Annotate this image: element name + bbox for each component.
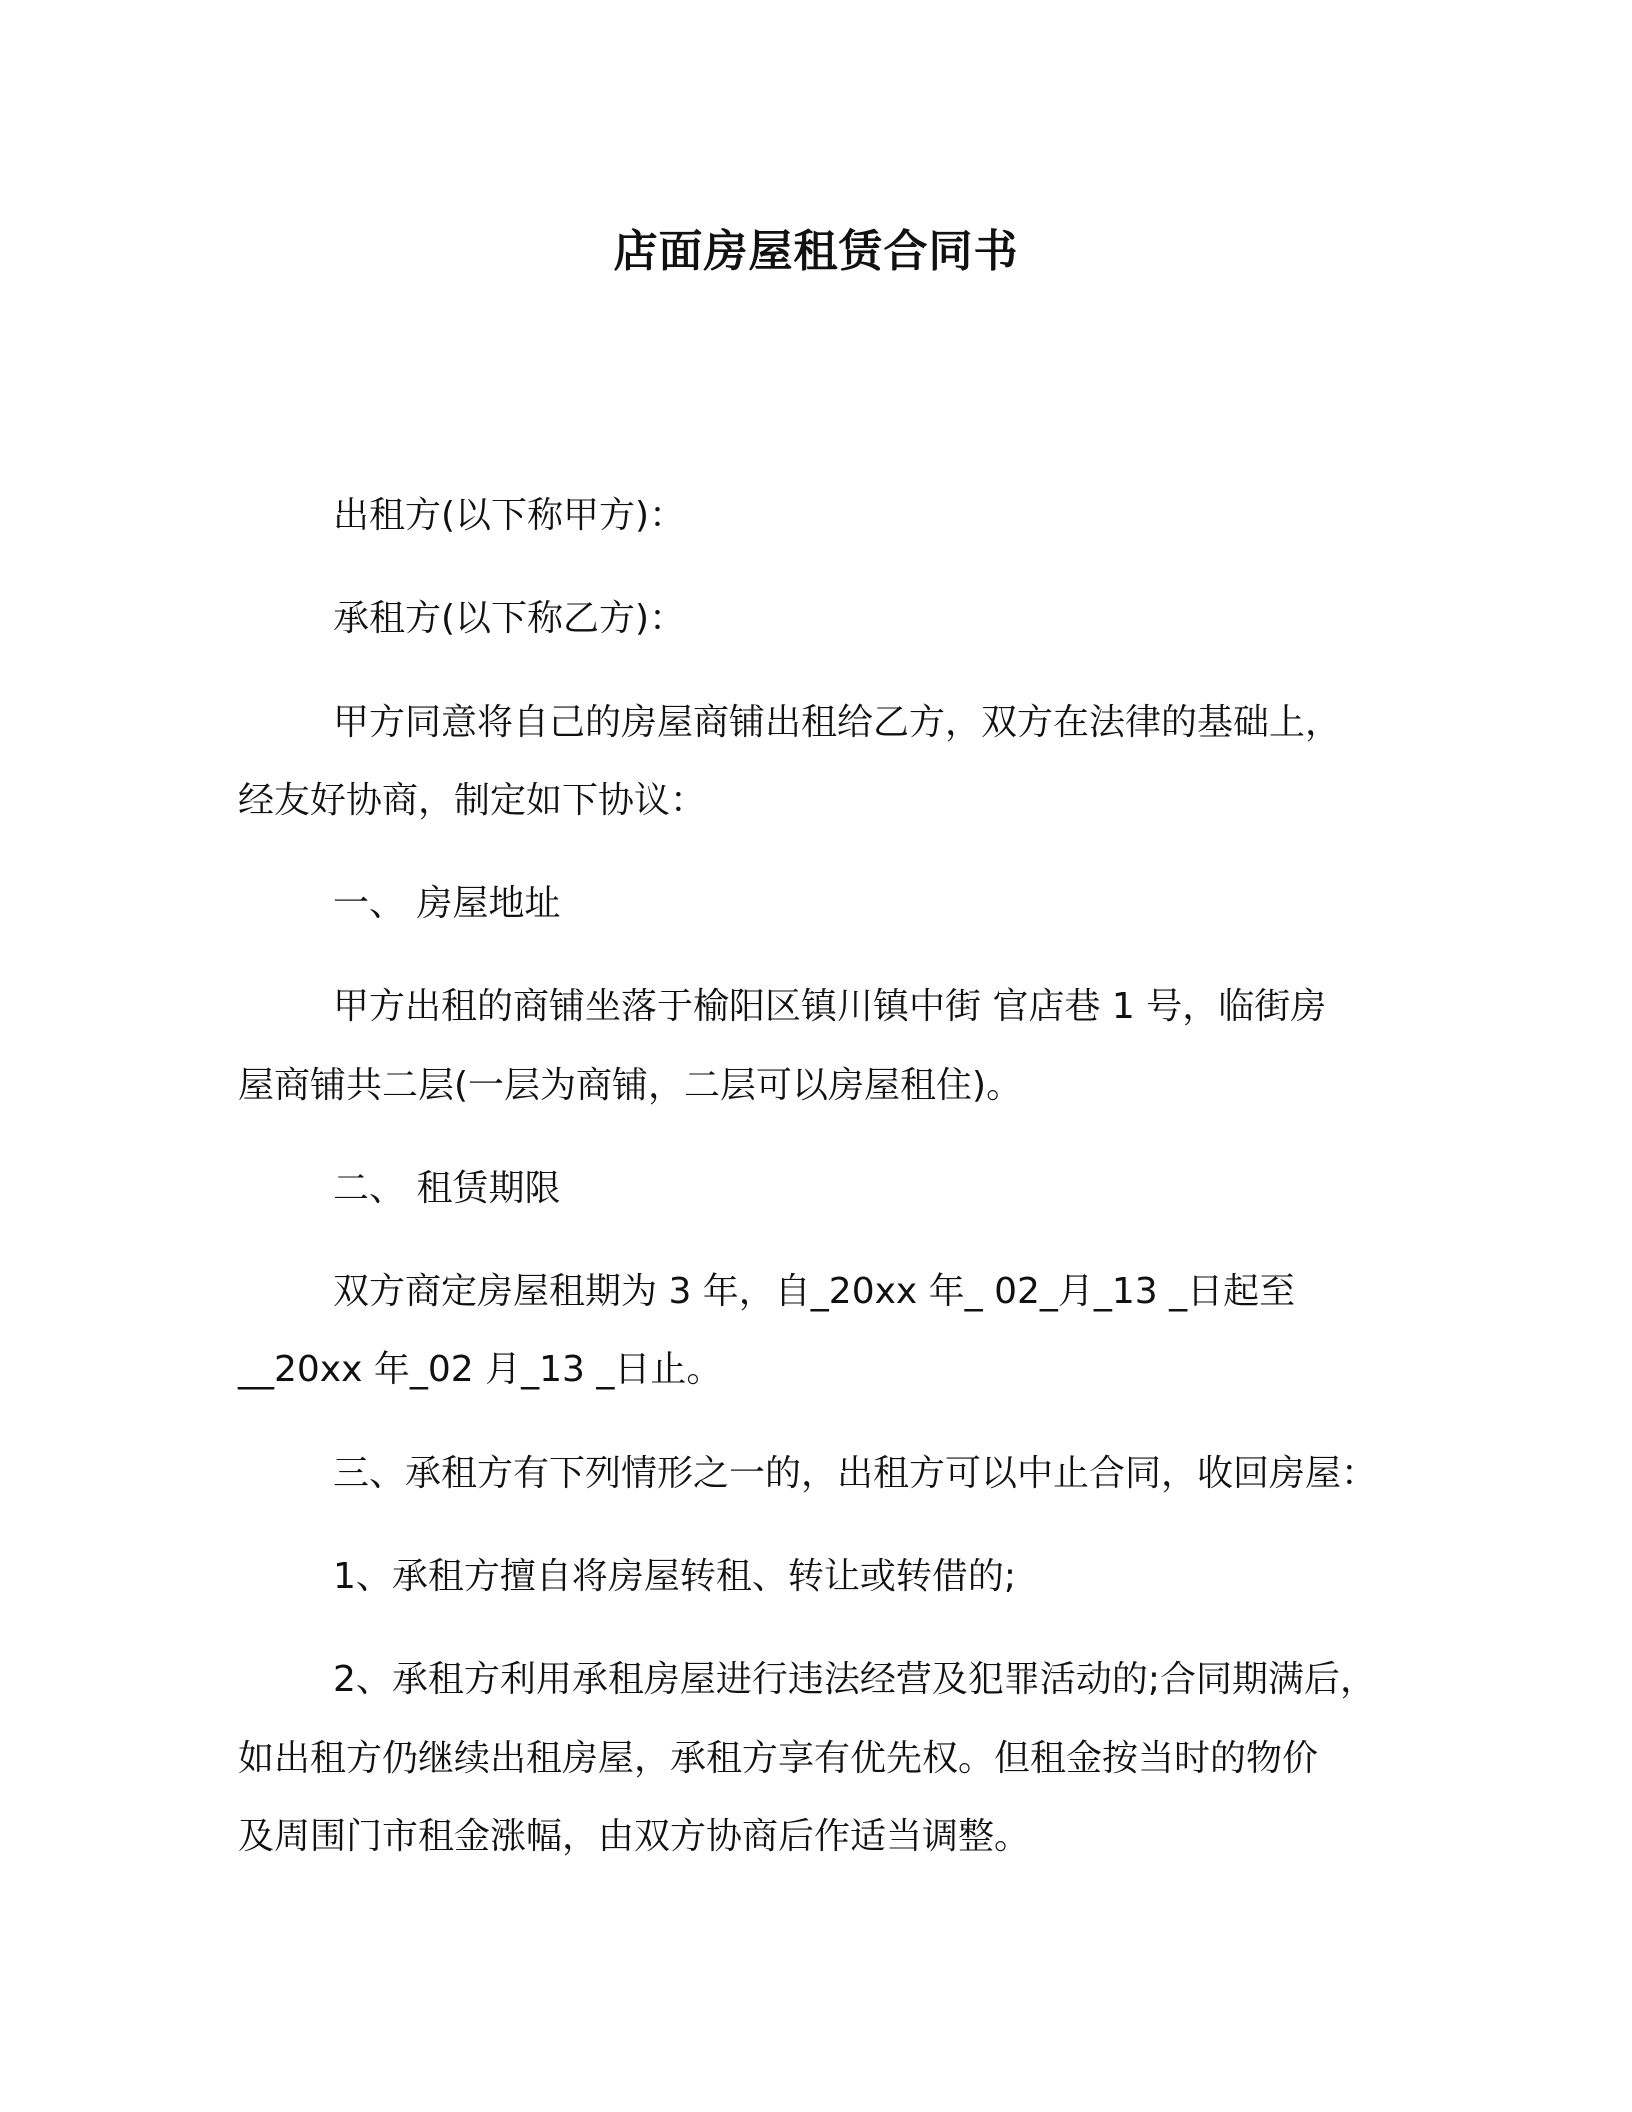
section-2-heading: 二、 租赁期限: [333, 1168, 561, 1209]
section-1-heading: 一、 房屋地址: [333, 883, 561, 924]
address-line-2: 屋商铺共二层(一层为商铺，二层可以房屋租住)。: [238, 1065, 1023, 1106]
clause-2-line-3: 及周围门市租金涨幅，由双方协商后作适当调整。: [238, 1816, 1031, 1857]
lessee-line: 承租方(以下称乙方)：: [333, 598, 686, 639]
preamble-line-2: 经友好协商，制定如下协议：: [238, 780, 707, 821]
clause-1-line: 1、承租方擅自将房屋转租、转让或转借的;: [333, 1556, 1017, 1597]
clause-2-line-2: 如出租方仍继续出租房屋，承租方享有优先权。但租金按当时的物价: [238, 1738, 1319, 1779]
term-line-2: __20xx 年_02 月_13 _日止。: [238, 1349, 723, 1390]
document-title: 店面房屋租赁合同书: [613, 226, 1019, 277]
term-line-1: 双方商定房屋租期为 3 年，自_20xx 年_ 02_月_13 _日起至: [333, 1271, 1296, 1312]
preamble-line-1: 甲方同意将自己的房屋商铺出租给乙方，双方在法律的基础上，: [333, 702, 1342, 743]
section-3-heading: 三、承租方有下列情形之一的，出租方可以中止合同，收回房屋：: [333, 1453, 1378, 1494]
clause-2-line-1: 2、承租方利用承租房屋进行违法经营及犯罪活动的;合同期满后，: [333, 1659, 1377, 1700]
address-line-1: 甲方出租的商铺坐落于榆阳区镇川镇中街 官店巷 1 号，临街房: [333, 986, 1327, 1027]
lessor-line: 出租方(以下称甲方)：: [333, 495, 686, 536]
